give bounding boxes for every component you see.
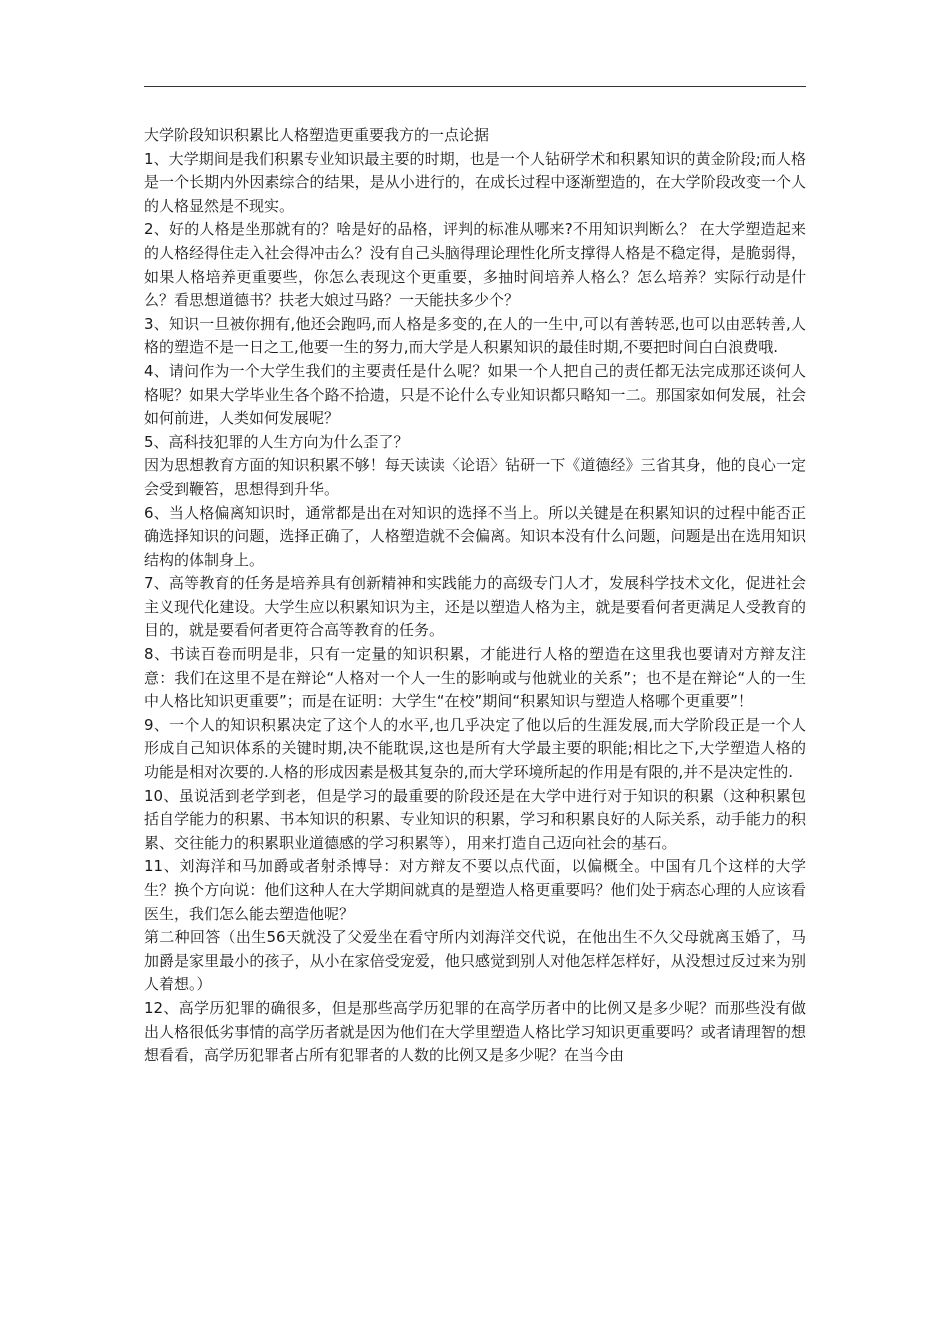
document-body bbox=[144, 124, 806, 1068]
paragraph-9: 9、一个人的知识积累决定了这个人的水平,也几乎决定了他以后的生涯发展,而大学阶段正是一个人形成自己知识体系的关键时期,决不能耽误,这也是所有大学最主要的职能;相比之下,大学塑造人格的功能是相对次要的.人格的形成因素是极其复杂的,而大学环境所起的作用是有限的,并不是决定性的. bbox=[144, 715, 806, 782]
paragraph-8: 8、书读百卷而明是非，只有一定量的知识积累，才能进行人格的塑造在这里我也要请对方辩友注意：我们在这里不是在辩论“人格对一个人一生的影响或与他就业的关系”；也不是在辩论“人的一生中人格比知识更重要”；而是在证明：大学生“在校”期间“积累知识与塑造人格哪个更重要”！ bbox=[144, 645, 806, 711]
header-rule bbox=[144, 86, 806, 87]
paragraph-5: 5、高科技犯罪的人生方向为什么歪了？ bbox=[144, 432, 409, 451]
paragraph-11-second-answer: 第二种回答（出生56天就没了父爱坐在看守所内刘海洋交代说，在他出生不久父母就离玉婚了，马加爵是家里最小的孩子，从小在家倍受宠爱，他只感觉到别人对他怎样怎样好，从没想过反过来为别人着想。） bbox=[144, 928, 806, 994]
paragraph-11: 11、刘海洋和马加爵或者射杀博导：对方辩友不要以点代面，以偏概全。中国有几个这样的大学生？换个方向说：他们这种人在大学期间就真的是塑造人格更重要吗？他们处于病态心理的人应该看医生，我们怎么能去塑造他呢？ bbox=[144, 857, 806, 923]
document-title: 大学阶段知识积累比人格塑造更重要我方的一点论据 bbox=[144, 126, 490, 144]
paragraph-4: 4、请问作为一个大学生我们的主要责任是什么呢？如果一个人把自己的责任都无法完成那还谈何人格呢？如果大学毕业生各个路不拾遗，只是不论什么专业知识都只略知一二。那国家如何发展，社会如何前进，人类如何发展呢？ bbox=[144, 361, 806, 428]
paragraph-7: 7、高等教育的任务是培养具有创新精神和实践能力的高级专门人才，发展科学技术文化，促进社会主义现代化建设。大学生应以积累知识为主，还是以塑造人格为主，就是要看何者更满足人受教育的目的，就是要看何者更符合高等教育的任务。 bbox=[144, 574, 806, 640]
paragraph-5-answer: 因为思想教育方面的知识积累不够！每天读读〈论语〉钻研一下《道德经》三省其身，他的良心一定会受到鞭笞，思想得到升华。 bbox=[144, 456, 806, 498]
paragraph-6: 6、当人格偏离知识时，通常都是出在对知识的选择不当上。所以关键是在积累知识的过程中能否正确选择知识的问题，选择正确了，人格塑造就不会偏离。知识本没有什么问题，问题是出在选用知识结构的体制身上。 bbox=[144, 503, 806, 569]
paragraph-12: 12、高学历犯罪的确很多，但是那些高学历犯罪的在高学历者中的比例又是多少呢？而那些没有做出人格很低劣事情的高学历者就是因为他们在大学里塑造人格比学习知识更重要吗？或者请理智的想想看看，高学历犯罪者占所有犯罪者的人数的比例又是多少呢？在当今由 bbox=[144, 998, 806, 1065]
paragraph-2: 2、好的人格是坐那就有的？啥是好的品格，评判的标准从哪来?不用知识判断么？ 在大学塑造起来的人格经得住走入社会得冲击么？没有自己头脑得理论理性化所支撑得人格是不稳定得，是脆弱得，如果人格培养更重要些，你怎么表现这个更重要，多抽时间培养人格么？怎么培养？实际行动是什么？看思想道德书？扶老大娘过马路？一天能扶多少个？ bbox=[144, 220, 806, 310]
paragraph-3: 3、知识一旦被你拥有,他还会跑吗,而人格是多变的,在人的一生中,可以有善转恶,也可以由恶转善,人格的塑造不是一日之工,他要一生的努力,而大学是人积累知识的最佳时期,不要把时间白白浪费哦. bbox=[144, 314, 806, 357]
paragraph-1: 1、大学期间是我们积累专业知识最主要的时期，也是一个人钻研学术和积累知识的黄金阶段;而人格是一个长期内外因素综合的结果，是从小进行的，在成长过程中逐渐塑造的，在大学阶段改变一个人的人格显然是不现实。 bbox=[144, 149, 806, 215]
paragraph-10: 10、虽说活到老学到老，但是学习的最重要的阶段还是在大学中进行对于知识的积累（这种积累包括自学能力的积累、书本知识的积累、专业知识的积累，学习和积累良好的人际关系，动手能力的积累、交往能力的积累职业道德感的学习积累等），用来打造自己迈向社会的基石。 bbox=[144, 786, 806, 852]
